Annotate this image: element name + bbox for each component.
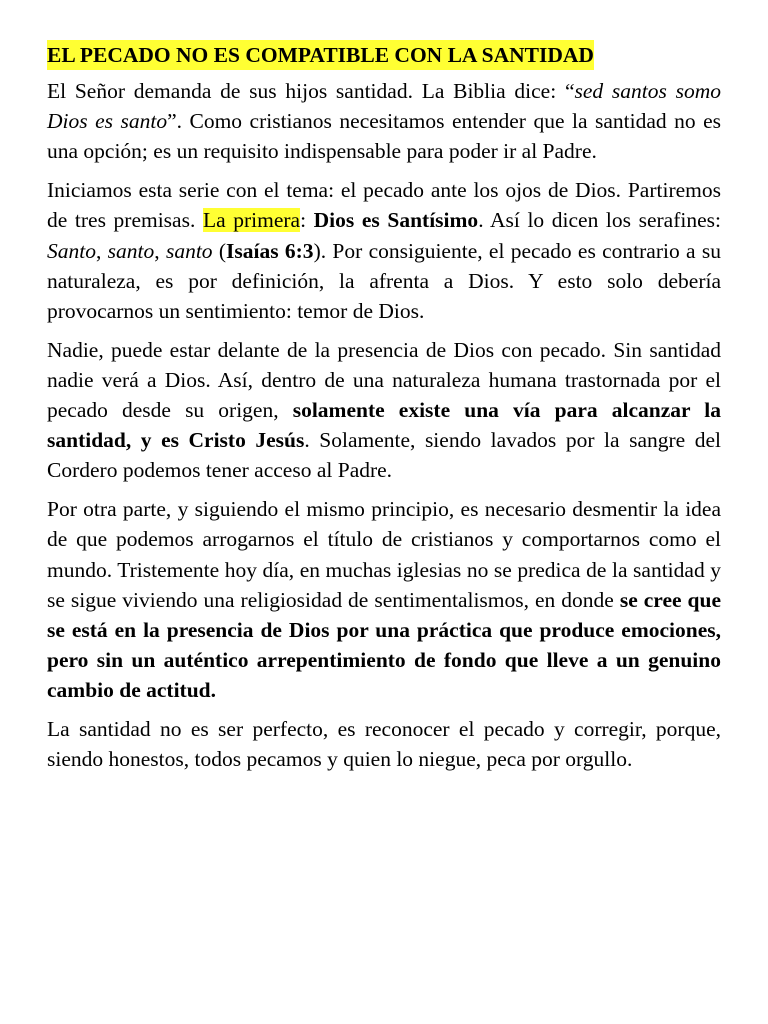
paragraph-3	[47, 335, 721, 486]
p2-italic-2: santo	[107, 238, 155, 263]
p2-italic-1: Santo	[47, 238, 96, 263]
paragraph-1	[47, 76, 721, 167]
p2-text-d: ,	[95, 238, 108, 263]
p2-text-f: (	[212, 238, 227, 263]
paragraph-4	[47, 494, 721, 705]
p2-text-e: ,	[154, 238, 166, 263]
p2-text-a: Iniciamos esta serie con el tema: el pecado ante los ojos de Dios. Partiremos de tres premisas.	[47, 178, 721, 233]
p3-text-a: Nadie, puede estar delante de la presencia de Dios con pecado. Sin santidad nadie verá a Dios. Así, dentro de una naturaleza humana trastornada por el pecado desde su origen,	[47, 337, 721, 423]
p2-highlight: La primera	[202, 208, 301, 233]
p2-text-g: ). Por consiguiente, el pecado es contrario a su naturaleza, es por definición, la afrenta a Dios. Y esto solo debería provocarnos un sentimiento: temor de Dios.	[47, 238, 722, 323]
p1-text-a: El Señor demanda de sus hijos santidad. La Biblia dice: “	[47, 79, 575, 103]
p3-text-b: . Solamente, siendo lavados por la sangre del Cordero podemos tener acceso al Padre.	[47, 428, 721, 483]
paragraph-5	[47, 714, 721, 774]
p3-bold-statement: solamente existe una vía para alcanzar la santidad, y es Cristo Jesús	[47, 398, 721, 453]
document-page	[47, 40, 721, 783]
p2-bold-statement: Dios es Santísimo	[313, 208, 479, 233]
p5-text-a: La santidad no es ser perfecto, es reconocer el pecado y corregir, porque, siendo honestos, todos pecamos y quien lo niegue, peca por orgullo.	[47, 717, 721, 772]
document-title: EL PECADO NO ES COMPATIBLE CON LA SANTIDAD	[47, 40, 594, 70]
p2-bible-reference: Isaías 6:3	[226, 238, 314, 263]
p1-text-b: ”. Como cristianos necesitamos entender que la santidad no es una opción; es un requisito indispensable para poder ir al Padre.	[47, 109, 721, 164]
paragraph-2	[47, 175, 721, 326]
p4-bold-statement: se cree que se está en la presencia de Dios por una práctica que produce emociones, pero sin un auténtico arrepentimiento de fondo que lleve a un genuino cambio de actitud.	[47, 587, 721, 703]
p4-text-a: Por otra parte, y siguiendo el mismo principio, es necesario desmentir la idea de que podemos arrogarnos el título de cristianos y comportarnos como el mundo. Tristemente hoy día, en muchas iglesias no se predica de la santidad y se sigue viviendo una religiosidad de sentimentalismos, en donde	[47, 497, 721, 612]
p2-text-b: :	[300, 208, 314, 233]
p1-quote: sed santos somo Dios es santo	[47, 79, 721, 134]
p2-italic-3: santo	[165, 238, 213, 263]
p2-text-c: . Así lo dicen los serafines:	[478, 208, 721, 233]
